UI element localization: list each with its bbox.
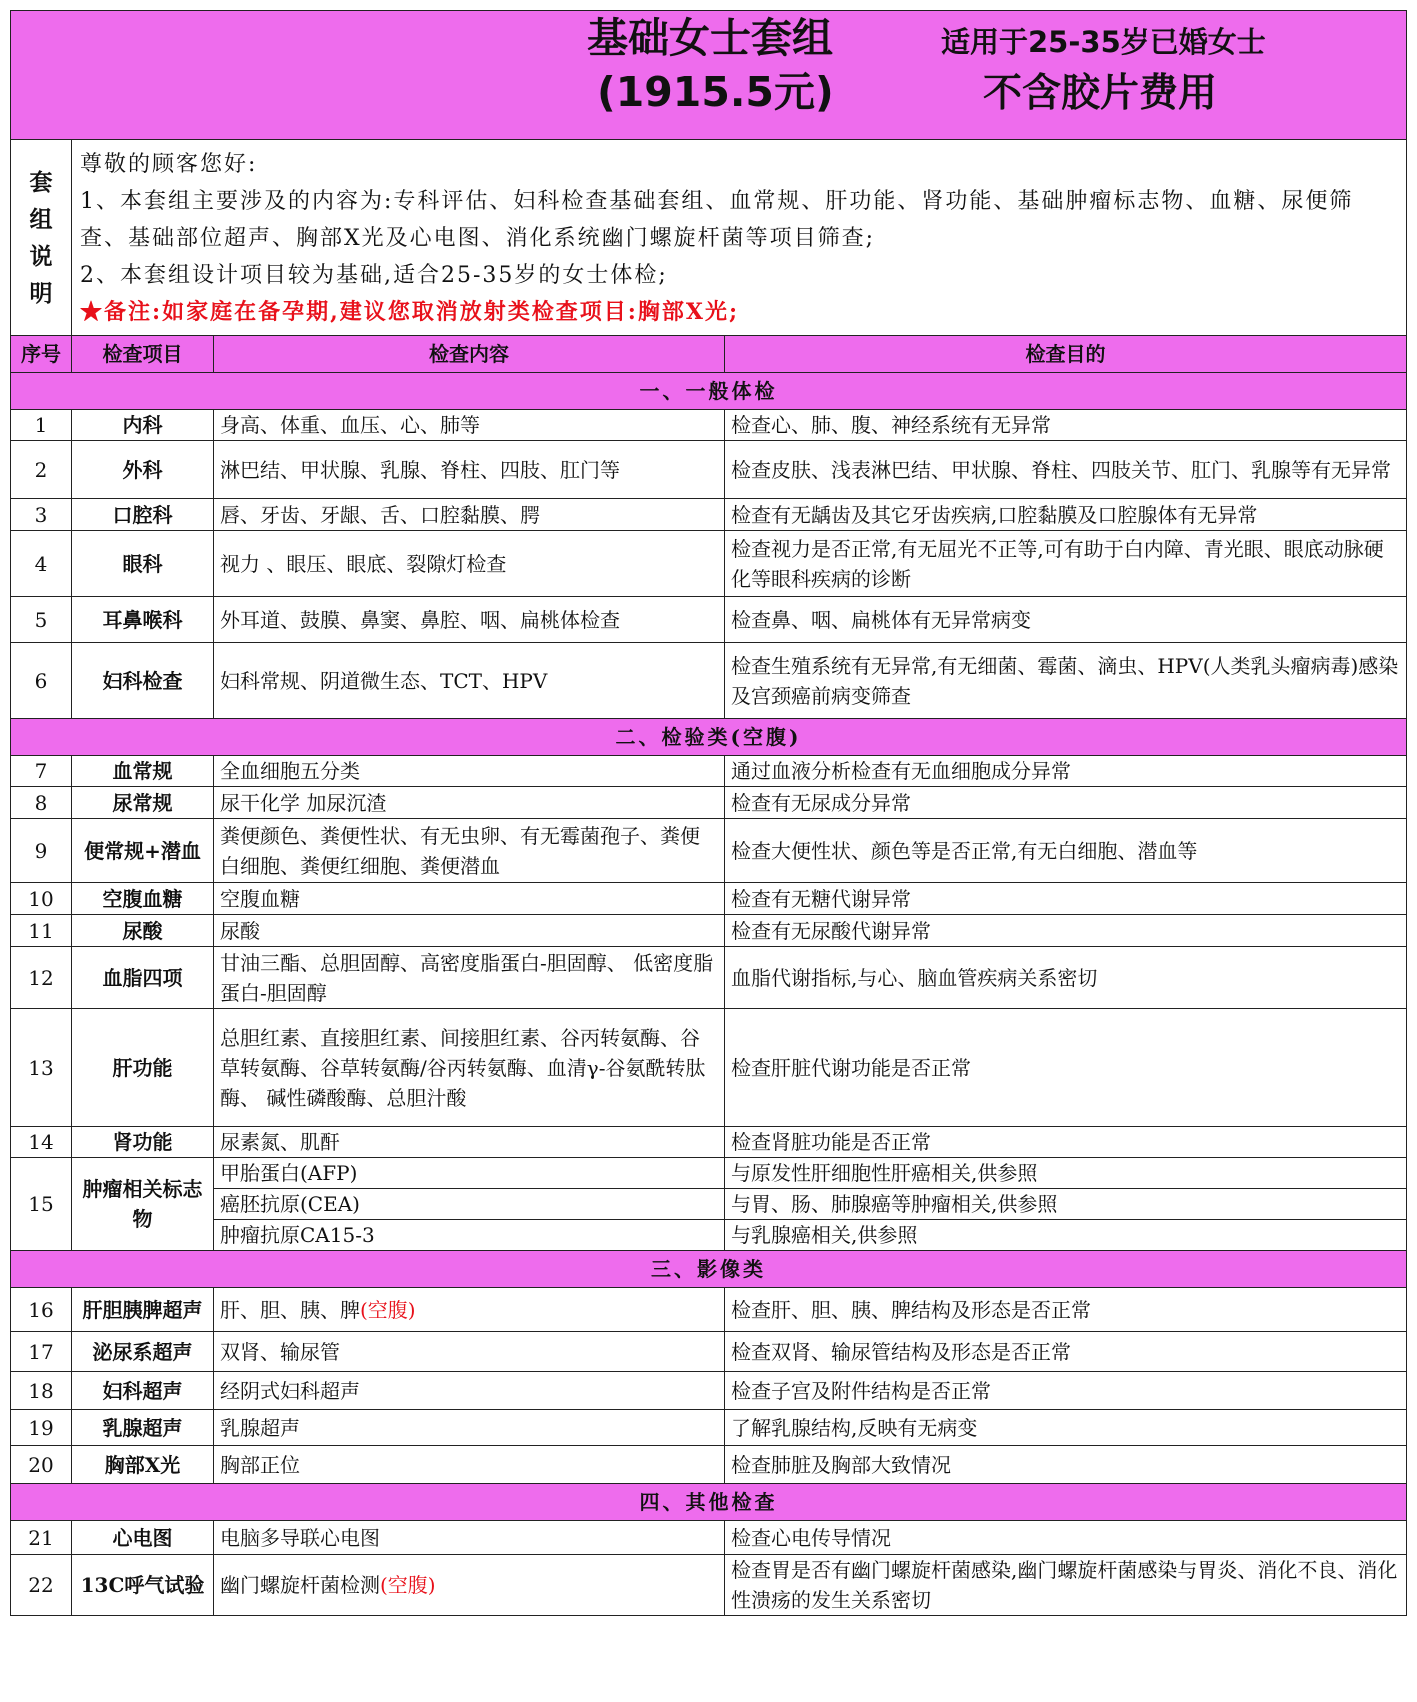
row-number: 3 xyxy=(11,499,72,531)
row-item: 内科 xyxy=(72,410,214,441)
row-content xyxy=(214,410,725,441)
row-number: 11 xyxy=(11,915,72,947)
row-number: 14 xyxy=(11,1127,72,1158)
row-purpose: 了解乳腺结构,反映有无病变 xyxy=(725,1410,1407,1446)
intro-label-char: 组 xyxy=(29,205,53,233)
row-number: 9 xyxy=(11,819,72,883)
row-content-text: 甘油三酯、总胆固醇、高密度脂蛋白-胆固醇、 低密度脂蛋白-胆固醇 xyxy=(220,950,714,1005)
section-row xyxy=(11,373,1407,410)
row-item: 胸部X光 xyxy=(72,1446,214,1484)
row-number: 6 xyxy=(11,643,72,719)
row-purpose: 血脂代谢指标,与心、脑血管疾病关系密切 xyxy=(725,947,1407,1009)
row-number: 12 xyxy=(11,947,72,1009)
table-row xyxy=(11,1009,1407,1127)
package-price: (1915.5元) xyxy=(597,68,834,116)
row-number: 19 xyxy=(11,1410,72,1446)
row-content-text: 身高、体重、血压、心、肺等 xyxy=(220,413,480,437)
row-number: 10 xyxy=(11,883,72,915)
table-row xyxy=(11,643,1407,719)
row-number: 18 xyxy=(11,1372,72,1410)
row-content-text: 肝、胆、胰、脾 xyxy=(220,1297,360,1322)
row-content-text: 尿酸 xyxy=(220,918,260,943)
table-row xyxy=(11,756,1407,787)
row-purpose: 检查肾脏功能是否正常 xyxy=(725,1127,1407,1158)
row-content-text: 电脑多导联心电图 xyxy=(220,1525,380,1550)
row-content-text: 胸部正位 xyxy=(220,1452,300,1477)
row-purpose: 检查视力是否正常,有无屈光不正等,可有助于白内障、青光眼、眼底动脉硬化等眼科疾病的诊断 xyxy=(725,531,1407,597)
row-purpose: 检查肝脏代谢功能是否正常 xyxy=(725,1009,1407,1127)
row-content xyxy=(214,499,725,531)
row-item: 妇科超声 xyxy=(72,1372,214,1410)
row-number: 16 xyxy=(11,1288,72,1332)
row-content-text: 双肾、输尿管 xyxy=(220,1339,340,1364)
row-item: 乳腺超声 xyxy=(72,1410,214,1446)
row-purpose: 检查有无尿成分异常 xyxy=(725,787,1407,819)
column-header-row xyxy=(11,336,1407,373)
row-content-text: 总胆红素、直接胆红素、间接胆红素、谷丙转氨酶、谷草转氨酶、谷草转氨酶/谷丙转氨酶、血清γ-谷氨酰转肽酶、 碱性磷酸酶、总胆汁酸 xyxy=(220,1025,706,1110)
row-content xyxy=(214,1372,725,1410)
row-purpose: 检查鼻、咽、扁桃体有无异常病变 xyxy=(725,597,1407,643)
row-content-text: 空腹血糖 xyxy=(220,886,300,911)
row-content xyxy=(214,597,725,643)
col-item-header: 检查项目 xyxy=(72,336,214,373)
table-row xyxy=(11,531,1407,597)
target-audience: 适用于25-35岁已婚女士 xyxy=(941,25,1266,59)
row-content xyxy=(214,1521,725,1555)
table-row xyxy=(11,787,1407,819)
row-content xyxy=(214,787,725,819)
package-table xyxy=(10,10,1407,1616)
row-purpose: 检查生殖系统有无异常,有无细菌、霉菌、滴虫、HPV(人类乳头瘤病毒)感染及宫颈癌前病变筛查 xyxy=(725,643,1407,719)
header-row xyxy=(11,11,1407,140)
table-row xyxy=(11,1446,1407,1484)
row-number: 17 xyxy=(11,1332,72,1372)
row-purpose: 通过血液分析检查有无血细胞成分异常 xyxy=(725,756,1407,787)
row-content-text: 乳腺超声 xyxy=(220,1415,300,1440)
row-content xyxy=(214,1158,725,1251)
fasting-note: (空腹) xyxy=(380,1573,436,1597)
intro-row xyxy=(11,140,1407,336)
row-content xyxy=(214,883,725,915)
intro-text xyxy=(72,140,1407,336)
row-item: 尿常规 xyxy=(72,787,214,819)
section-title: 一、一般体检 xyxy=(11,373,1407,410)
row-purpose: 检查心电传导情况 xyxy=(725,1521,1407,1555)
row-item: 口腔科 xyxy=(72,499,214,531)
film-fee-note: 不含胶片费用 xyxy=(983,71,1218,116)
col-no-header: 序号 xyxy=(11,336,72,373)
package-title: 基础女士套组 xyxy=(587,14,833,62)
row-content-text: 唇、牙齿、牙龈、舌、口腔黏膜、腭 xyxy=(220,502,540,527)
row-number: 1 xyxy=(11,410,72,441)
row-content xyxy=(214,1555,725,1616)
table-row xyxy=(11,1158,1407,1251)
table-row xyxy=(11,441,1407,499)
row-item: 眼科 xyxy=(72,531,214,597)
row-number: 4 xyxy=(11,531,72,597)
col-purpose-header: 检查目的 xyxy=(725,336,1407,373)
table-row xyxy=(11,1332,1407,1372)
row-content-text: 全血细胞五分类 xyxy=(220,759,360,783)
row-number: 20 xyxy=(11,1446,72,1484)
row-item: 妇科检查 xyxy=(72,643,214,719)
row-content-text: 淋巴结、甲状腺、乳腺、脊柱、四肢、肛门等 xyxy=(220,457,620,482)
section-title: 二、检验类(空腹) xyxy=(11,719,1407,756)
row-item: 肿瘤相关标志物 xyxy=(72,1158,214,1251)
row-purpose-sub: 与原发性肝细胞性肝癌相关,供参照 xyxy=(725,1158,1406,1189)
row-item: 血常规 xyxy=(72,756,214,787)
row-content xyxy=(214,441,725,499)
row-content-text: 幽门螺旋杆菌检测 xyxy=(220,1573,380,1597)
row-purpose: 检查大便性状、颜色等是否正常,有无白细胞、潜血等 xyxy=(725,819,1407,883)
row-purpose: 检查心、肺、腹、神经系统有无异常 xyxy=(725,410,1407,441)
row-content-text: 尿素氮、肌酐 xyxy=(220,1130,340,1154)
row-content xyxy=(214,1127,725,1158)
row-item: 便常规+潜血 xyxy=(72,819,214,883)
section-row xyxy=(11,1251,1407,1288)
section-title: 四、其他检查 xyxy=(11,1484,1407,1521)
row-purpose: 检查肝、胆、胰、脾结构及形态是否正常 xyxy=(725,1288,1407,1332)
fasting-note: (空腹) xyxy=(360,1297,416,1322)
row-number: 8 xyxy=(11,787,72,819)
row-content xyxy=(214,819,725,883)
row-content-text: 视力 、眼压、眼底、裂隙灯检查 xyxy=(220,551,507,576)
intro-label-char: 套 xyxy=(29,168,53,196)
row-item: 13C呼气试验 xyxy=(72,1555,214,1616)
table-row xyxy=(11,915,1407,947)
intro-point-2: 2、本套组设计项目较为基础,适合25-35岁的女士体检; xyxy=(80,263,668,288)
intro-label-char: 说 xyxy=(29,242,53,270)
row-number: 22 xyxy=(11,1555,72,1616)
row-item: 尿酸 xyxy=(72,915,214,947)
header-banner xyxy=(11,11,1407,140)
row-content xyxy=(214,1332,725,1372)
intro-label-char: 明 xyxy=(29,279,53,307)
row-item: 空腹血糖 xyxy=(72,883,214,915)
section-row xyxy=(11,1484,1407,1521)
intro-label xyxy=(11,140,72,336)
row-content xyxy=(214,1288,725,1332)
row-purpose: 检查有无糖代谢异常 xyxy=(725,883,1407,915)
table-row xyxy=(11,499,1407,531)
row-number: 15 xyxy=(11,1158,72,1251)
row-purpose: 检查皮肤、浅表淋巴结、甲状腺、脊柱、四肢关节、肛门、乳腺等有无异常 xyxy=(725,441,1407,499)
row-content xyxy=(214,643,725,719)
row-number: 21 xyxy=(11,1521,72,1555)
table-row xyxy=(11,1521,1407,1555)
row-content-sub: 肿瘤抗原CA15-3 xyxy=(220,1223,375,1247)
table-row xyxy=(11,947,1407,1009)
row-purpose: 检查子宫及附件结构是否正常 xyxy=(725,1372,1407,1410)
row-purpose: 检查胃是否有幽门螺旋杆菌感染,幽门螺旋杆菌感染与胃炎、消化不良、消化性溃疡的发生关系密切 xyxy=(725,1555,1407,1616)
row-purpose: 检查有无尿酸代谢异常 xyxy=(725,915,1407,947)
row-number: 5 xyxy=(11,597,72,643)
row-content-sub: 癌胚抗原(CEA) xyxy=(214,1189,724,1220)
row-content-text: 粪便颜色、粪便性状、有无虫卵、有无霉菌孢子、粪便白细胞、粪便红细胞、粪便潜血 xyxy=(220,823,700,878)
col-content-header: 检查内容 xyxy=(214,336,725,373)
row-content xyxy=(214,1410,725,1446)
row-purpose: 检查有无龋齿及其它牙齿疾病,口腔黏膜及口腔腺体有无异常 xyxy=(725,499,1407,531)
row-content xyxy=(214,915,725,947)
table-row xyxy=(11,883,1407,915)
row-purpose: 检查肺脏及胸部大致情况 xyxy=(725,1446,1407,1484)
row-number: 7 xyxy=(11,756,72,787)
intro-point-1: 1、本套组主要涉及的内容为:专科评估、妇科检查基础套组、血常规、肝功能、肾功能、基础肿瘤标志物、血糖、尿便筛查、基础部位超声、胸部X光及心电图、消化系统幽门螺旋杆菌等项目筛查; xyxy=(80,189,1354,251)
row-content-text: 妇科常规、阴道微生态、TCT、HPV xyxy=(220,668,548,693)
row-item: 肝胆胰脾超声 xyxy=(72,1288,214,1332)
row-content-text: 尿干化学 加尿沉渣 xyxy=(220,790,387,815)
row-item: 血脂四项 xyxy=(72,947,214,1009)
row-content xyxy=(214,756,725,787)
table-row xyxy=(11,819,1407,883)
row-purpose: 检查双肾、输尿管结构及形态是否正常 xyxy=(725,1332,1407,1372)
row-item: 肾功能 xyxy=(72,1127,214,1158)
row-content-text: 外耳道、鼓膜、鼻窦、鼻腔、咽、扁桃体检查 xyxy=(220,607,620,632)
table-row xyxy=(11,597,1407,643)
row-purpose-sub: 与乳腺癌相关,供参照 xyxy=(731,1223,918,1247)
row-number: 13 xyxy=(11,1009,72,1127)
row-content xyxy=(214,947,725,1009)
row-item: 肝功能 xyxy=(72,1009,214,1127)
row-content-sub: 甲胎蛋白(AFP) xyxy=(214,1158,724,1189)
row-purpose-sub: 与胃、肠、肺腺癌等肿瘤相关,供参照 xyxy=(725,1189,1406,1220)
section-row xyxy=(11,719,1407,756)
table-row xyxy=(11,410,1407,441)
row-content xyxy=(214,1446,725,1484)
intro-note: ★备注:如家庭在备孕期,建议您取消放射类检查项目:胸部X光; xyxy=(80,299,740,325)
row-item: 心电图 xyxy=(72,1521,214,1555)
table-row xyxy=(11,1410,1407,1446)
table-row xyxy=(11,1372,1407,1410)
row-item: 外科 xyxy=(72,441,214,499)
row-purpose xyxy=(725,1158,1407,1251)
intro-greeting: 尊敬的顾客您好: xyxy=(80,152,258,177)
row-number: 2 xyxy=(11,441,72,499)
row-item: 耳鼻喉科 xyxy=(72,597,214,643)
row-item: 泌尿系超声 xyxy=(72,1332,214,1372)
row-content xyxy=(214,531,725,597)
row-content xyxy=(214,1009,725,1127)
package-sheet xyxy=(10,10,1406,1616)
table-row xyxy=(11,1555,1407,1616)
table-row xyxy=(11,1288,1407,1332)
row-content-text: 经阴式妇科超声 xyxy=(220,1378,360,1403)
table-row xyxy=(11,1127,1407,1158)
section-title: 三、影像类 xyxy=(11,1251,1407,1288)
